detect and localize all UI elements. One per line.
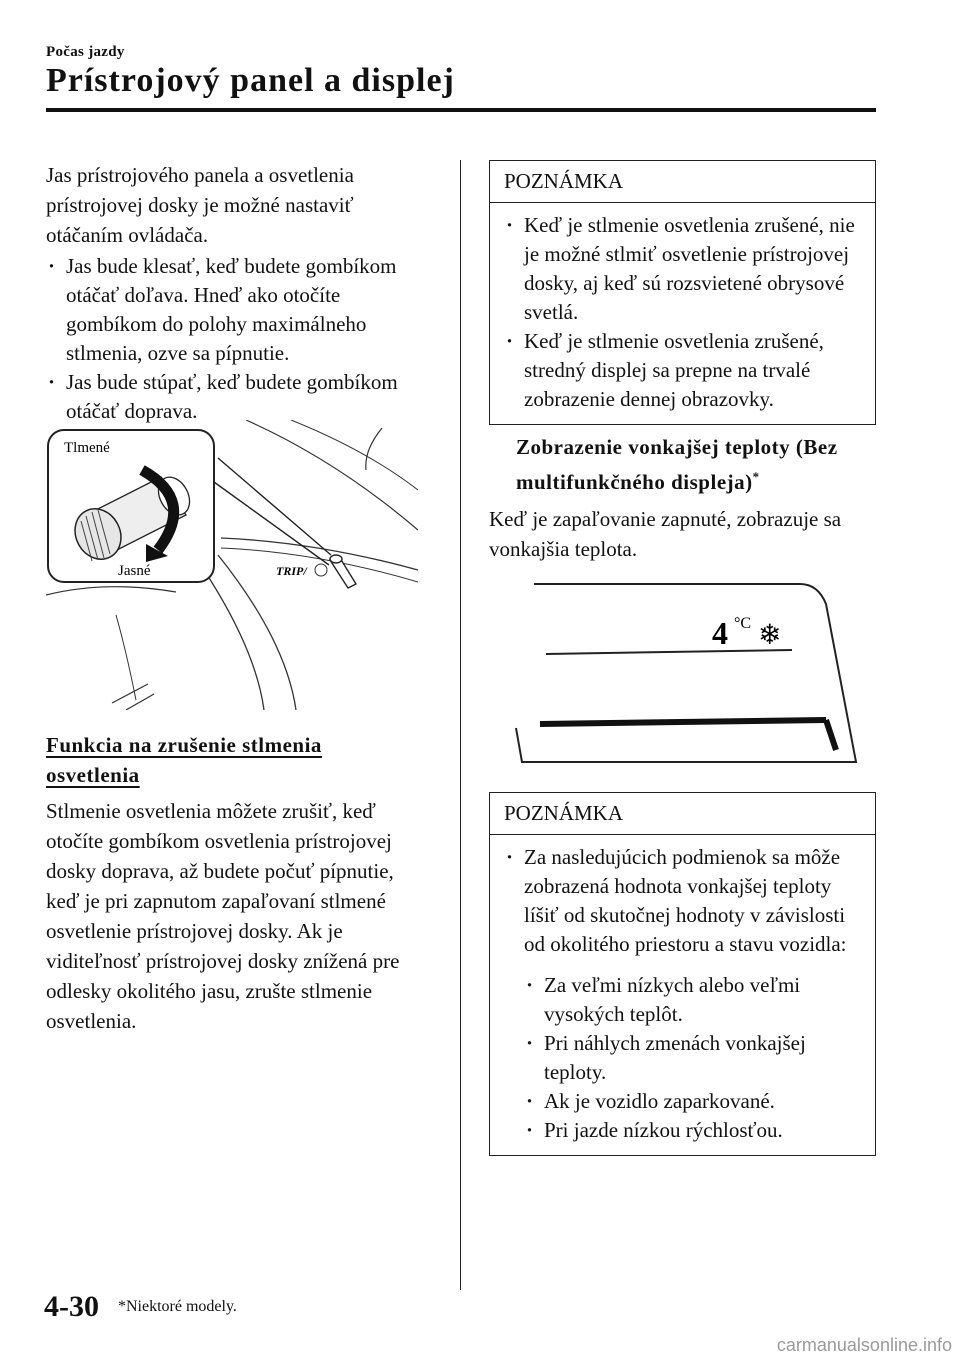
column-divider bbox=[460, 160, 461, 1290]
temperature-heading bbox=[516, 432, 876, 497]
section-label: Počas jazdy bbox=[46, 44, 125, 60]
temp-heading-line2: multifunkčného displeja) bbox=[516, 470, 753, 494]
dimmer-bullet-list bbox=[46, 252, 418, 426]
note1-bullet: · Keď je stlmenie osvetlenia zrušené, nie je možné stlmiť osvetlenie prístrojovej dosky, aj keď sú rozsvietené obrysové svetlá. bbox=[504, 211, 861, 327]
note1-title: POZNÁMKA bbox=[490, 161, 875, 203]
illumination-icon bbox=[315, 564, 327, 576]
note2-condition: · Za veľmi nízkych alebo veľmi vysokých teplôt. bbox=[524, 971, 861, 1029]
footnote-mark: * bbox=[752, 469, 760, 484]
label-dim: Tlmené bbox=[64, 440, 110, 456]
temperature-text: Keď je zapaľovanie zapnuté, zobrazuje sa vonkajšia teplota. bbox=[489, 507, 842, 561]
intro-paragraph: Jas prístrojového panela a osvetlenia prístrojovej dosky je možné nastaviť otáčaním ovládača. bbox=[46, 163, 354, 247]
cancel-heading-line1: Funkcia na zrušenie stlmenia bbox=[46, 733, 322, 757]
note-box-1 bbox=[489, 160, 876, 425]
dimmer-bullet-right: · Jas bude stúpať, keď budete gombíkom otáčať doprava. bbox=[46, 368, 418, 426]
dimmer-knob-figure bbox=[46, 420, 418, 710]
dimmer-bullet-left: · Jas bude klesať, keď budete gombíkom otáčať doľava. Hneď ako otočíte gombíkom do polohy maximálneho stlmenia, ozve sa pípnutie. bbox=[46, 252, 418, 368]
page-title: Prístrojový panel a displej bbox=[46, 62, 455, 99]
note1-bullet: · Keď je stlmenie osvetlenia zrušené, stredný displej sa prepne na trvalé zobrazenie dennej obrazovky. bbox=[504, 327, 861, 414]
note2-condition: · Pri jazde nízkou rýchlosťou. bbox=[524, 1116, 861, 1145]
cancel-dimming-text: Stlmenie osvetlenia môžete zrušiť, keď otočíte gombíkom osvetlenia prístrojovej dosky doprava, až budete počuť pípnutie, keď je pri zapnutom zapaľovaní stlmené osvetlenie prístrojovej dosky. Ak je viditeľnosť prístrojovej dosky znížená pre odlesky okolitého jasu, zrušte stlmenie osvetlenia. bbox=[46, 799, 400, 1033]
temperature-display-figure bbox=[500, 578, 860, 774]
note-box-2 bbox=[489, 792, 876, 1156]
watermark: carmanualsonline.info bbox=[776, 1335, 952, 1355]
trip-label: TRIP/ bbox=[276, 564, 307, 578]
footnote: *Niektoré modely. bbox=[118, 1298, 237, 1315]
note1-bullet-list bbox=[504, 211, 861, 414]
snowflake-icon: ❄ bbox=[758, 620, 782, 651]
temp-heading-line1: Zobrazenie vonkajšej teploty (Bez bbox=[516, 435, 838, 459]
temp-unit: °C bbox=[734, 615, 752, 632]
title-rule bbox=[46, 108, 876, 112]
note2-title: POZNÁMKA bbox=[490, 793, 875, 835]
label-bright: Jasné bbox=[118, 563, 151, 579]
cancel-heading-line2: osvetlenia bbox=[46, 763, 140, 787]
temp-value: 4 bbox=[712, 615, 728, 651]
note2-sub-list bbox=[524, 971, 861, 1145]
dimmer-knob-illustration bbox=[46, 420, 418, 710]
note2-condition: · Pri náhlych zmenách vonkajšej teploty. bbox=[524, 1029, 861, 1087]
page-number: 4-30 bbox=[44, 1290, 99, 1323]
note2-bullet-list bbox=[504, 843, 861, 959]
note2-intro: · Za nasledujúcich podmienok sa môže zobrazená hodnota vonkajšej teploty líšiť od skutočnej hodnoty v závislosti od okolitého priestoru a stavu vozidla: bbox=[504, 843, 861, 959]
temperature-display-illustration bbox=[500, 578, 860, 774]
cancel-dimming-heading bbox=[46, 730, 426, 790]
note2-condition: · Ak je vozidlo zaparkované. bbox=[524, 1087, 861, 1116]
